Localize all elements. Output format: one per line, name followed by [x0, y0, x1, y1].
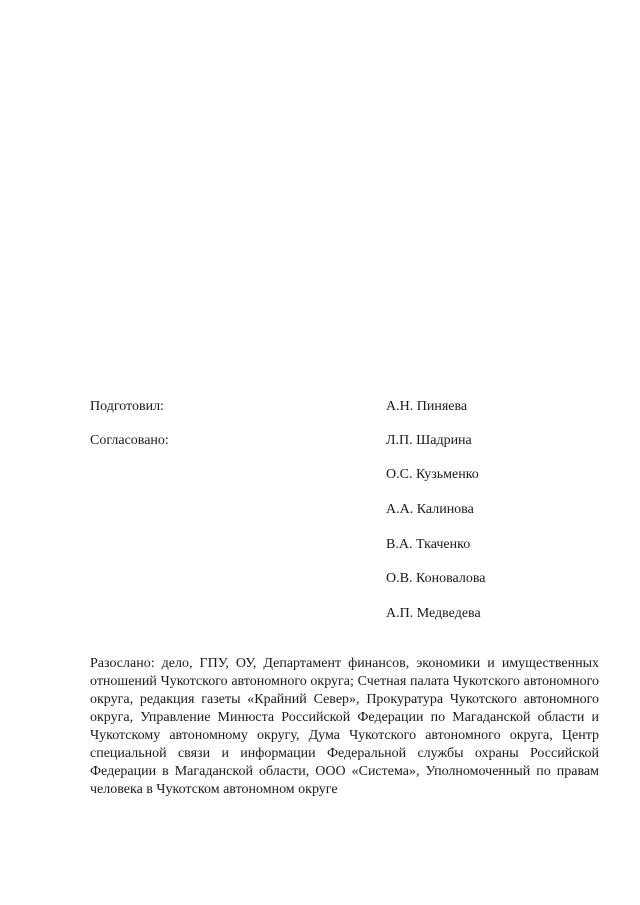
agreed-row: [90, 604, 600, 624]
distribution-list: Разослано: дело, ГПУ, ОУ, Департамент финансов, экономики и имущественных отношений Чукотского автономного округа; Счетная палата Чукотского автономного округа, редакция газеты «Крайний Север», Прокуратура Чукотского автономного округа, Управление Минюста Российской Федерации по Магаданской области и Чукотскому автономному округу, Дума Чукотского автономного округа, Центр специальной связи и информации Федеральной службы охраны Российской Федерации в Магаданской области, ООО «Система», Уполномоченный по правам человека в Чукотском автономном округе: [90, 656, 599, 797]
agreed-name: О.С. Кузьменко: [386, 467, 479, 482]
agreed-row: [90, 465, 600, 485]
agreed-row: [90, 535, 600, 555]
agreed-name: А.А. Калинова: [386, 502, 474, 517]
agreed-label: Согласовано:: [90, 433, 169, 448]
prepared-row: [90, 397, 600, 417]
agreed-name: В.А. Ткаченко: [386, 537, 471, 552]
agreed-name: О.В. Коновалова: [386, 571, 486, 586]
agreed-row: [90, 431, 600, 451]
agreed-row: [90, 569, 600, 589]
prepared-name: А.Н. Пиняева: [386, 399, 468, 414]
agreed-name: Л.П. Шадрина: [386, 433, 472, 448]
agreed-row: [90, 500, 600, 520]
agreed-name: А.П. Медведева: [386, 606, 481, 621]
prepared-label: Подготовил:: [90, 399, 164, 414]
